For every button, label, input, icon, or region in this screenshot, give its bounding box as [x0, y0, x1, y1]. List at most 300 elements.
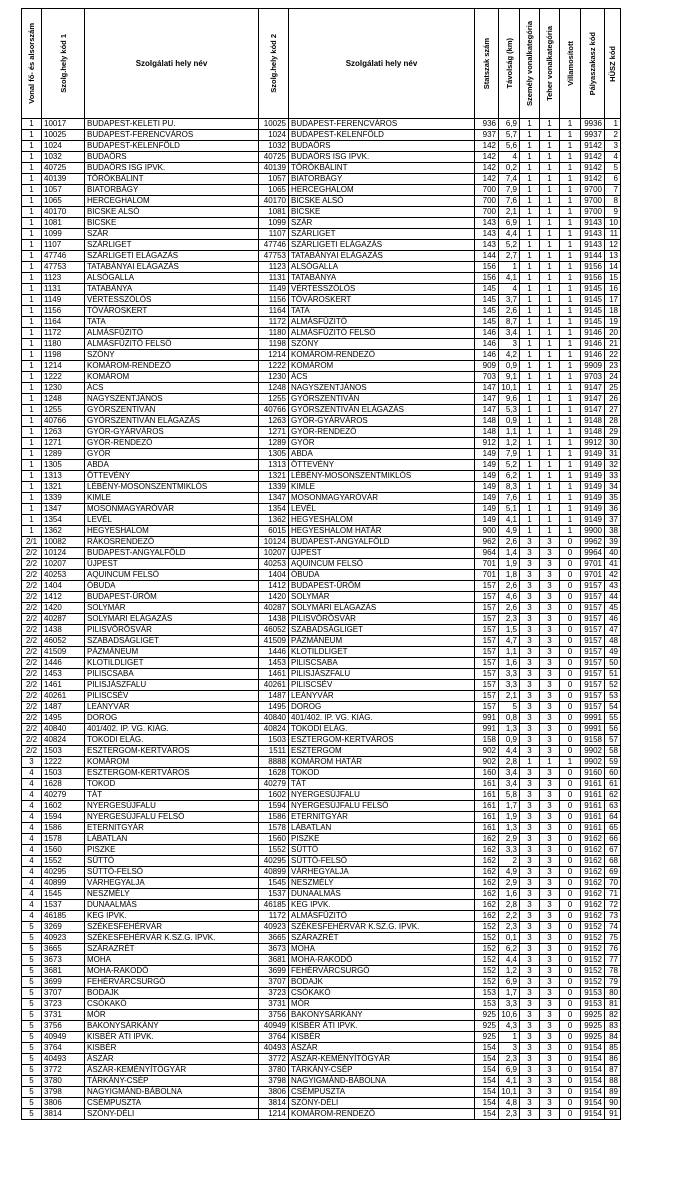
- vonal-cell: 1: [22, 361, 42, 372]
- husz-cell: 69: [605, 867, 621, 878]
- nev1-cell: BUDAÖRS ISG IPVK.: [85, 163, 259, 174]
- szemely-cell: 1: [520, 119, 540, 130]
- teher-cell: 3: [540, 614, 560, 625]
- villamos-cell: 0: [560, 922, 581, 933]
- palyaszakasz-cell: 9152: [581, 955, 605, 966]
- szemely-cell: 1: [520, 460, 540, 471]
- teher-cell: 3: [540, 867, 560, 878]
- teher-cell: 3: [540, 636, 560, 647]
- statszam-cell: 152: [475, 977, 499, 988]
- nev2-cell: PISZKE: [289, 834, 475, 845]
- nev2-cell: BAKONYSÁRKÁNY: [289, 1010, 475, 1021]
- nev1-cell: TOKODI ELÁG.: [85, 735, 259, 746]
- teher-cell: 3: [540, 548, 560, 559]
- vonal-cell: 5: [22, 1076, 42, 1087]
- teher-cell: 3: [540, 559, 560, 570]
- statszam-cell: 147: [475, 405, 499, 416]
- statszam-cell: 147: [475, 394, 499, 405]
- statszam-cell: 143: [475, 240, 499, 251]
- szemely-cell: 3: [520, 856, 540, 867]
- table-row: [22, 1109, 621, 1120]
- szemely-cell: 3: [520, 801, 540, 812]
- statszam-cell: 937: [475, 130, 499, 141]
- nev2-cell: GYŐR-RENDEZŐ: [289, 427, 475, 438]
- palyaszakasz-cell: 9157: [581, 680, 605, 691]
- col-header-statszam: Statszak szám: [475, 9, 499, 119]
- vonal-cell: 1: [22, 350, 42, 361]
- szemely-cell: 1: [520, 372, 540, 383]
- szemely-cell: 1: [520, 427, 540, 438]
- szemely-cell: 3: [520, 867, 540, 878]
- kod1-cell: 3764: [42, 1043, 85, 1054]
- husz-cell: 75: [605, 933, 621, 944]
- szemely-cell: 3: [520, 614, 540, 625]
- kod1-cell: 1362: [42, 526, 85, 537]
- nev2-cell: FEHÉRVÁRCSURGÓ: [289, 966, 475, 977]
- teher-cell: 3: [540, 878, 560, 889]
- kod2-cell: 1024: [259, 130, 289, 141]
- nev1-cell: DUNAALMÁS: [85, 900, 259, 911]
- teher-cell: 3: [540, 746, 560, 757]
- col-header-kod2: Szolg.hely kód 2: [259, 9, 289, 119]
- szemely-cell: 3: [520, 1010, 540, 1021]
- husz-cell: 4: [605, 152, 621, 163]
- kod1-cell: 1420: [42, 603, 85, 614]
- husz-cell: 76: [605, 944, 621, 955]
- nev1-cell: GYŐR: [85, 449, 259, 460]
- statszam-cell: 145: [475, 306, 499, 317]
- villamos-cell: 1: [560, 229, 581, 240]
- nev2-cell: KIMLE: [289, 482, 475, 493]
- szemely-cell: 3: [520, 746, 540, 757]
- kod1-cell: 40295: [42, 867, 85, 878]
- tavolsag-cell: 0,9: [499, 735, 520, 746]
- villamos-cell: 0: [560, 592, 581, 603]
- teher-cell: 3: [540, 713, 560, 724]
- table-row: [22, 1098, 621, 1109]
- vonal-cell: 2/2: [22, 548, 42, 559]
- husz-cell: 86: [605, 1054, 621, 1065]
- tavolsag-cell: 5: [499, 702, 520, 713]
- statszam-cell: 157: [475, 691, 499, 702]
- line-section-table: [21, 8, 621, 1120]
- statszam-cell: 157: [475, 603, 499, 614]
- szemely-cell: 1: [520, 262, 540, 273]
- kod2-cell: 41509: [259, 636, 289, 647]
- kod2-cell: 1198: [259, 339, 289, 350]
- nev2-cell: BUDAPEST-FERENCVÁROS: [289, 119, 475, 130]
- table-row: [22, 592, 621, 603]
- vonal-cell: 1: [22, 405, 42, 416]
- kod1-cell: 10025: [42, 130, 85, 141]
- villamos-cell: 1: [560, 152, 581, 163]
- statszam-cell: 148: [475, 416, 499, 427]
- nev2-cell: LEÁNYVÁR: [289, 691, 475, 702]
- nev1-cell: SZŐNY-DÉLI: [85, 1109, 259, 1120]
- vonal-cell: 5: [22, 1021, 42, 1032]
- palyaszakasz-cell: 9153: [581, 999, 605, 1010]
- nev1-cell: DOROG: [85, 713, 259, 724]
- kod1-cell: 1131: [42, 284, 85, 295]
- nev2-cell: ALSÓGALLA: [289, 262, 475, 273]
- palyaszakasz-cell: 9142: [581, 152, 605, 163]
- husz-cell: 5: [605, 163, 621, 174]
- vonal-cell: 1: [22, 196, 42, 207]
- palyaszakasz-cell: 9700: [581, 185, 605, 196]
- teher-cell: 3: [540, 944, 560, 955]
- teher-cell: 1: [540, 339, 560, 350]
- kod1-cell: 3681: [42, 966, 85, 977]
- nev2-cell: ABDA: [289, 449, 475, 460]
- table-row: [22, 757, 621, 768]
- vonal-cell: 1: [22, 284, 42, 295]
- kod1-cell: 40493: [42, 1054, 85, 1065]
- nev2-cell: KOMÁROM HATÁR: [289, 757, 475, 768]
- nev2-cell: SZÁRLIGETI ELÁGAZÁS: [289, 240, 475, 251]
- szemely-cell: 3: [520, 581, 540, 592]
- husz-cell: 6: [605, 174, 621, 185]
- szemely-cell: 3: [520, 933, 540, 944]
- statszam-cell: 162: [475, 911, 499, 922]
- kod1-cell: 1545: [42, 889, 85, 900]
- teher-cell: 1: [540, 251, 560, 262]
- kod1-cell: 1099: [42, 229, 85, 240]
- table-row: [22, 614, 621, 625]
- statszam-cell: 162: [475, 900, 499, 911]
- vonal-cell: 2/2: [22, 702, 42, 713]
- table-row: [22, 493, 621, 504]
- kod1-cell: 1271: [42, 438, 85, 449]
- nev1-cell: LÁBATLAN: [85, 834, 259, 845]
- teher-cell: 1: [540, 152, 560, 163]
- table-row: [22, 218, 621, 229]
- vonal-cell: 1: [22, 394, 42, 405]
- husz-cell: 66: [605, 834, 621, 845]
- palyaszakasz-cell: 9902: [581, 746, 605, 757]
- palyaszakasz-cell: 9154: [581, 1098, 605, 1109]
- nev2-cell: HEGYESHALOM HATÁR: [289, 526, 475, 537]
- vonal-cell: 1: [22, 460, 42, 471]
- kod2-cell: 1354: [259, 504, 289, 515]
- teher-cell: 3: [540, 977, 560, 988]
- teher-cell: 3: [540, 834, 560, 845]
- table-row: [22, 1043, 621, 1054]
- nev1-cell: ALMÁSFÜZITŐ FELSŐ: [85, 339, 259, 350]
- kod1-cell: 1453: [42, 669, 85, 680]
- nev1-cell: CSÓKAKŐ: [85, 999, 259, 1010]
- szemely-cell: 1: [520, 757, 540, 768]
- villamos-cell: 0: [560, 933, 581, 944]
- szemely-cell: 3: [520, 1109, 540, 1120]
- teher-cell: 1: [540, 757, 560, 768]
- palyaszakasz-cell: 9145: [581, 295, 605, 306]
- palyaszakasz-cell: 9162: [581, 878, 605, 889]
- statszam-cell: 154: [475, 1065, 499, 1076]
- szemely-cell: 3: [520, 592, 540, 603]
- teher-cell: 3: [540, 933, 560, 944]
- vonal-cell: 2/2: [22, 680, 42, 691]
- tavolsag-cell: 4,4: [499, 955, 520, 966]
- nev2-cell: BUDAPEST-ANGYALFÖLD: [289, 537, 475, 548]
- villamos-cell: 1: [560, 130, 581, 141]
- vonal-cell: 4: [22, 834, 42, 845]
- kod2-cell: 1099: [259, 218, 289, 229]
- statszam-cell: 145: [475, 295, 499, 306]
- kod2-cell: 40840: [259, 713, 289, 724]
- kod2-cell: 1420: [259, 592, 289, 603]
- villamos-cell: 0: [560, 878, 581, 889]
- nev2-cell: SOLYMÁRI ELÁGAZÁS: [289, 603, 475, 614]
- table-row: [22, 350, 621, 361]
- teher-cell: 3: [540, 603, 560, 614]
- kod2-cell: 1107: [259, 229, 289, 240]
- villamos-cell: 0: [560, 911, 581, 922]
- villamos-cell: 1: [560, 251, 581, 262]
- table-row: [22, 537, 621, 548]
- nev1-cell: PILISJÁSZFALU: [85, 680, 259, 691]
- palyaszakasz-cell: 9157: [581, 636, 605, 647]
- nev1-cell: GYŐR-GYÁRVÁROS: [85, 427, 259, 438]
- villamos-cell: 0: [560, 1032, 581, 1043]
- tavolsag-cell: 10,1: [499, 1087, 520, 1098]
- kod2-cell: 1271: [259, 427, 289, 438]
- nev2-cell: SÜTTŐ-FELSŐ: [289, 856, 475, 867]
- kod2-cell: 1222: [259, 361, 289, 372]
- nev2-cell: TÁT: [289, 779, 475, 790]
- teher-cell: 1: [540, 262, 560, 273]
- tavolsag-cell: 2,8: [499, 900, 520, 911]
- statszam-cell: 154: [475, 1109, 499, 1120]
- szemely-cell: 3: [520, 1098, 540, 1109]
- palyaszakasz-cell: 9142: [581, 141, 605, 152]
- villamos-cell: 0: [560, 548, 581, 559]
- vonal-cell: 1: [22, 262, 42, 273]
- nev2-cell: MOSONMAGYARÓVÁR: [289, 493, 475, 504]
- statszam-cell: 149: [475, 504, 499, 515]
- kod2-cell: 1214: [259, 350, 289, 361]
- nev2-cell: SZÉKESFEHÉRVÁR K.SZ.G. IPVK.: [289, 922, 475, 933]
- vonal-cell: 2/2: [22, 559, 42, 570]
- tavolsag-cell: 3,4: [499, 779, 520, 790]
- kod1-cell: 3723: [42, 999, 85, 1010]
- nev2-cell: NYERGESÚJFALU: [289, 790, 475, 801]
- nev2-cell: BIATORBÁGY: [289, 174, 475, 185]
- kod2-cell: 1255: [259, 394, 289, 405]
- kod1-cell: 1503: [42, 768, 85, 779]
- kod1-cell: 1487: [42, 702, 85, 713]
- nev1-cell: HEGYESHALOM: [85, 526, 259, 537]
- vonal-cell: 1: [22, 482, 42, 493]
- tavolsag-cell: 2,7: [499, 251, 520, 262]
- nev1-cell: SÜTTŐ: [85, 856, 259, 867]
- nev2-cell: PILISCSABA: [289, 658, 475, 669]
- kod1-cell: 3772: [42, 1065, 85, 1076]
- vonal-cell: 1: [22, 339, 42, 350]
- szemely-cell: 3: [520, 537, 540, 548]
- teher-cell: 3: [540, 988, 560, 999]
- kod1-cell: 1354: [42, 515, 85, 526]
- villamos-cell: 1: [560, 350, 581, 361]
- kod2-cell: 3772: [259, 1054, 289, 1065]
- nev1-cell: 401/402. IP. VG. KIÁG.: [85, 724, 259, 735]
- vonal-cell: 4: [22, 779, 42, 790]
- table-row: [22, 889, 621, 900]
- nev2-cell: DOROG: [289, 702, 475, 713]
- villamos-cell: 0: [560, 680, 581, 691]
- tavolsag-cell: 3,3: [499, 999, 520, 1010]
- statszam-cell: 703: [475, 372, 499, 383]
- nev1-cell: VÉRTESSZŐLŐS: [85, 295, 259, 306]
- husz-cell: 50: [605, 658, 621, 669]
- col-header-tavolsag: Távolság (km): [499, 9, 520, 119]
- palyaszakasz-cell: 9156: [581, 262, 605, 273]
- palyaszakasz-cell: 9157: [581, 603, 605, 614]
- kod2-cell: 1438: [259, 614, 289, 625]
- teher-cell: 3: [540, 801, 560, 812]
- vonal-cell: 5: [22, 944, 42, 955]
- villamos-cell: 0: [560, 812, 581, 823]
- nev2-cell: ESZTERGOM-KERTVÁROS: [289, 735, 475, 746]
- col-header-palyaszakasz: Pályaszakasz kód: [581, 9, 605, 119]
- vonal-cell: 5: [22, 922, 42, 933]
- kod1-cell: 1263: [42, 427, 85, 438]
- tavolsag-cell: 1,5: [499, 625, 520, 636]
- villamos-cell: 1: [560, 460, 581, 471]
- statszam-cell: 161: [475, 812, 499, 823]
- tavolsag-cell: 2,8: [499, 757, 520, 768]
- nev2-cell: NESZMÉLY: [289, 878, 475, 889]
- vonal-cell: 4: [22, 845, 42, 856]
- nev2-cell: TATABÁNYA: [289, 273, 475, 284]
- szemely-cell: 3: [520, 603, 540, 614]
- statszam-cell: 701: [475, 559, 499, 570]
- statszam-cell: 701: [475, 570, 499, 581]
- tavolsag-cell: 2,1: [499, 207, 520, 218]
- table-row: [22, 460, 621, 471]
- nev1-cell: BUDAPEST-KELETI PU.: [85, 119, 259, 130]
- teher-cell: 3: [540, 911, 560, 922]
- teher-cell: 3: [540, 922, 560, 933]
- teher-cell: 1: [540, 240, 560, 251]
- nev1-cell: BIATORBÁGY: [85, 185, 259, 196]
- palyaszakasz-cell: 9152: [581, 933, 605, 944]
- kod1-cell: 47753: [42, 262, 85, 273]
- statszam-cell: 162: [475, 845, 499, 856]
- nev2-cell: VÉRTESSZŐLŐS: [289, 284, 475, 295]
- villamos-cell: 1: [560, 405, 581, 416]
- vonal-cell: 2/2: [22, 746, 42, 757]
- table-row: [22, 482, 621, 493]
- teher-cell: 3: [540, 658, 560, 669]
- kod2-cell: 1313: [259, 460, 289, 471]
- szemely-cell: 1: [520, 295, 540, 306]
- tavolsag-cell: 4,1: [499, 1076, 520, 1087]
- kod2-cell: 3806: [259, 1087, 289, 1098]
- tavolsag-cell: 4,3: [499, 1021, 520, 1032]
- villamos-cell: 1: [560, 449, 581, 460]
- nev2-cell: TATA: [289, 306, 475, 317]
- kod1-cell: 1107: [42, 240, 85, 251]
- tavolsag-cell: 1,3: [499, 823, 520, 834]
- tavolsag-cell: 4,6: [499, 592, 520, 603]
- palyaszakasz-cell: 9149: [581, 493, 605, 504]
- tavolsag-cell: 2,3: [499, 1054, 520, 1065]
- palyaszakasz-cell: 9162: [581, 834, 605, 845]
- vonal-cell: 4: [22, 889, 42, 900]
- szemely-cell: 1: [520, 152, 540, 163]
- table-row: [22, 273, 621, 284]
- tavolsag-cell: 3,4: [499, 328, 520, 339]
- szemely-cell: 3: [520, 691, 540, 702]
- table-row: [22, 988, 621, 999]
- husz-cell: 12: [605, 240, 621, 251]
- nev2-cell: KOMÁROM: [289, 361, 475, 372]
- vonal-cell: 2/2: [22, 625, 42, 636]
- kod2-cell: 1552: [259, 845, 289, 856]
- nev1-cell: BUDAPEST-ÜRÖM: [85, 592, 259, 603]
- col-header-husz: HÜSZ kód: [605, 9, 621, 119]
- table-row: [22, 174, 621, 185]
- vonal-cell: 1: [22, 416, 42, 427]
- palyaszakasz-cell: 9912: [581, 438, 605, 449]
- kod2-cell: 40287: [259, 603, 289, 614]
- husz-cell: 62: [605, 790, 621, 801]
- statszam-cell: 156: [475, 262, 499, 273]
- statszam-cell: 154: [475, 1098, 499, 1109]
- kod2-cell: 1339: [259, 482, 289, 493]
- tavolsag-cell: 4,7: [499, 636, 520, 647]
- kod1-cell: 1222: [42, 757, 85, 768]
- szemely-cell: 1: [520, 229, 540, 240]
- kod2-cell: 3764: [259, 1032, 289, 1043]
- vonal-cell: 4: [22, 900, 42, 911]
- husz-cell: 61: [605, 779, 621, 790]
- palyaszakasz-cell: 9154: [581, 1109, 605, 1120]
- szemely-cell: 3: [520, 1021, 540, 1032]
- palyaszakasz-cell: 9161: [581, 779, 605, 790]
- szemely-cell: 3: [520, 922, 540, 933]
- nev1-cell: BUDAPEST-FERENCVÁROS: [85, 130, 259, 141]
- kod2-cell: 1594: [259, 801, 289, 812]
- teher-cell: 3: [540, 856, 560, 867]
- tavolsag-cell: 0,2: [499, 163, 520, 174]
- statszam-cell: 157: [475, 647, 499, 658]
- tavolsag-cell: 3,7: [499, 295, 520, 306]
- teher-cell: 3: [540, 647, 560, 658]
- tavolsag-cell: 1,7: [499, 988, 520, 999]
- kod1-cell: 1321: [42, 482, 85, 493]
- kod2-cell: 40766: [259, 405, 289, 416]
- table-row: [22, 735, 621, 746]
- villamos-cell: 0: [560, 658, 581, 669]
- kod2-cell: 47746: [259, 240, 289, 251]
- husz-cell: 16: [605, 284, 621, 295]
- vonal-cell: 2/2: [22, 735, 42, 746]
- palyaszakasz-cell: 9149: [581, 515, 605, 526]
- villamos-cell: 1: [560, 306, 581, 317]
- nev1-cell: KLOTILDLIGET: [85, 658, 259, 669]
- kod2-cell: 3707: [259, 977, 289, 988]
- nev1-cell: TÓVÁROSKERT: [85, 306, 259, 317]
- nev1-cell: SZÉKESFEHÉRVÁR K.SZ.G. IPVK.: [85, 933, 259, 944]
- nev2-cell: KISBÉR: [289, 1032, 475, 1043]
- statszam-cell: 962: [475, 537, 499, 548]
- kod2-cell: 1248: [259, 383, 289, 394]
- kod2-cell: 1123: [259, 262, 289, 273]
- kod2-cell: 1347: [259, 493, 289, 504]
- statszam-cell: 161: [475, 801, 499, 812]
- villamos-cell: 1: [560, 383, 581, 394]
